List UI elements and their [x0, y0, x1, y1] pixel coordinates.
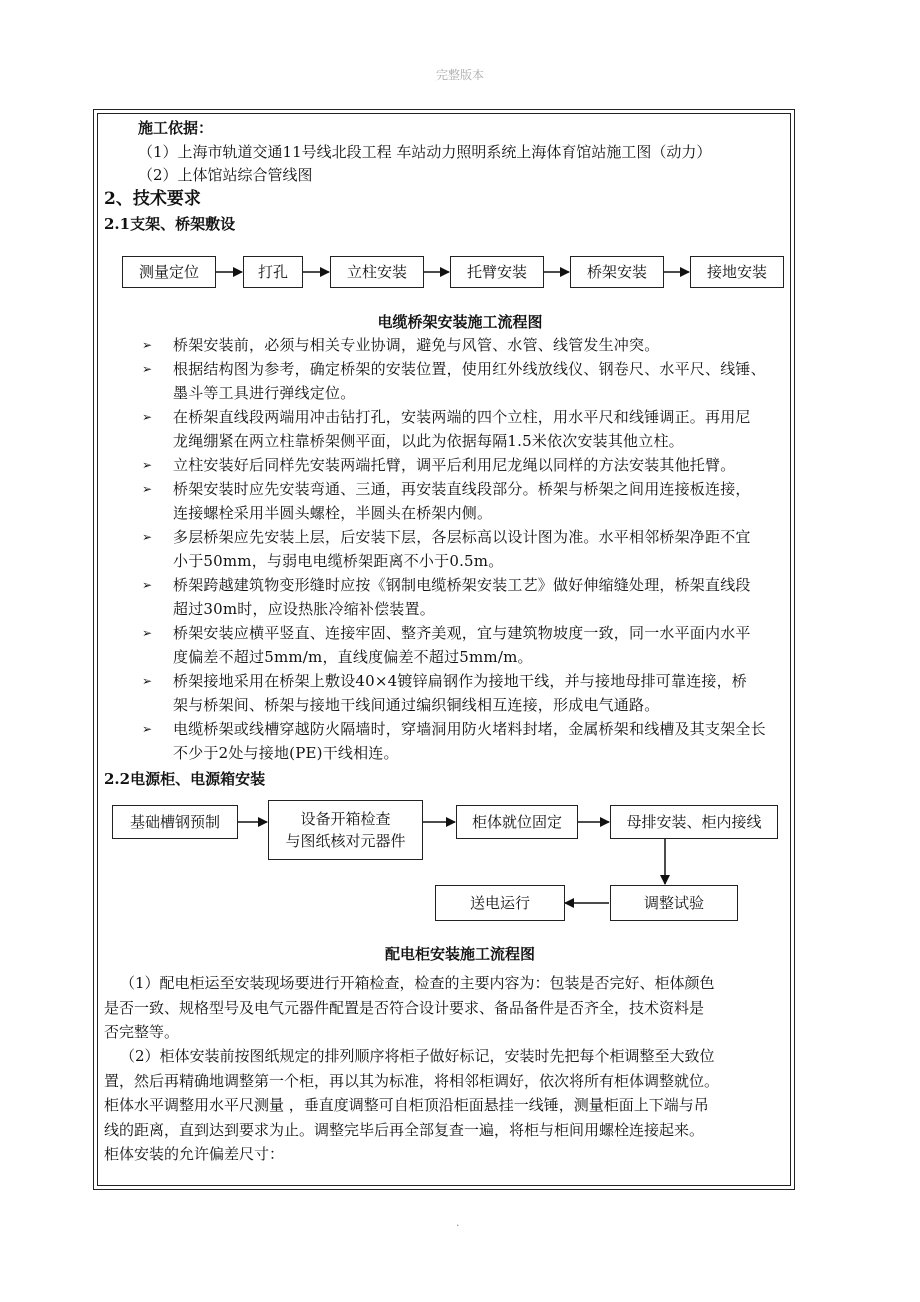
flow2-box-inspection [268, 800, 423, 860]
flow2-box-power-on: 送电运行 [435, 885, 565, 921]
flow1-box-3: 立柱安装 [330, 256, 424, 288]
flow1-caption: 电缆桥架安装施工流程图 [377, 313, 543, 331]
flow2-box-positioning: 柜体就位固定 [456, 805, 578, 839]
bullet-marker-icon: ➢ [142, 530, 153, 544]
bullet-item-line: 不少于2处与接地(PE)干线相连。 [173, 744, 399, 762]
bullet-marker-icon: ➢ [142, 626, 153, 640]
flow2-box-inspection-line1: 设备开箱检查 [300, 810, 391, 828]
bullet-item-line: 小于50mm，与弱电电缆桥架距离不小于0.5m。 [173, 552, 504, 570]
page-header: 完整版本 [435, 68, 484, 82]
paragraph-line: 置，然后再精确地调整第一个柜，再以其为标准，将相邻柜调好，依次将所有柜体调整就位。 [104, 1071, 720, 1090]
bullet-marker-icon: ➢ [142, 674, 153, 688]
bullet-item-line: 架与桥架间、桥架与接地干线间通过编织铜线相互连接，形成电气通路。 [173, 696, 660, 714]
bullet-item-line: 电缆桥架或线槽穿越防火隔墙时，穿墙洞用防火堵料封堵，金属桥架和线槽及其支架全长 [173, 720, 766, 738]
bullet-item-line: 根据结构图为参考，确定桥架的安装位置，使用红外线放线仪、钢卷尺、水平尺、线锤、 [173, 360, 766, 378]
bullet-marker-icon: ➢ [142, 410, 153, 424]
paragraph-line: 柜体水平调整用水平尺测量 ，垂直度调整可自柜顶沿柜面悬挂一线锤，测量柜面上下端与吊 [104, 1096, 709, 1114]
bullet-item-line: 龙绳绷紧在两立柱靠桥架侧平面，以此为依据每隔1.5米依次安装其他立柱。 [173, 432, 684, 450]
section-2-1-title: 2.1支架、桥架敷设 [104, 215, 236, 233]
bullet-item-line: 桥架安装前，必须与相关专业协调，避免与风管、水管、线管发生冲突。 [173, 336, 660, 354]
flow1-box-6: 接地安装 [690, 256, 784, 288]
flow1-box-5: 桥架安装 [570, 256, 664, 288]
section-2-title: 2、技术要求 [104, 189, 201, 209]
bullet-item-line: 桥架安装应横平竖直、连接牢固、整齐美观，宜与建筑物坡度一致，同一水平面内水平 [173, 624, 751, 642]
flow1-box-1: 测量定位 [122, 256, 216, 288]
bullet-marker-icon: ➢ [142, 338, 153, 352]
bullet-marker-icon: ➢ [142, 722, 153, 736]
bullet-item-line: 立柱安装好后同样先安装两端托臂，调平后利用尼龙绳以同样的方法安装其他托臂。 [173, 456, 736, 474]
bullet-marker-icon: ➢ [142, 482, 153, 496]
flow2-box-foundation: 基础槽钢预制 [112, 805, 238, 839]
bullet-item-line: 多层桥架应先安装上层，后安装下层，各层标高以设计图为准。水平相邻桥架净距不宜 [173, 528, 751, 546]
bullet-item-line: 在桥架直线段两端用冲击钻打孔，安装两端的四个立柱，用水平尺和线锤调正。再用尼 [173, 408, 751, 426]
bullet-item-line: 桥架跨越建筑物变形缝时应按《钢制电缆桥架安装工艺》做好伸缩缝处理，桥架直线段 [173, 576, 751, 594]
section-2-2-title: 2.2电源柜、电源箱安装 [104, 770, 266, 788]
paragraph-line: 线的距离，直到达到要求为止。调整完毕后再全部复查一遍，将柜与柜间用螺栓连接起来。 [104, 1120, 705, 1139]
bullet-item-line: 桥架安装时应先安装弯通、三通，再安装直线段部分。桥架与桥架之间用连接板连接， [173, 480, 751, 498]
page-footer: . [456, 1216, 460, 1229]
flow2-box-adjust-test: 调整试验 [610, 885, 738, 921]
bullet-item-line: 桥架接地采用在桥架上敷设40×4镀锌扁钢作为接地干线，并与接地母排可靠连接，桥 [173, 672, 748, 690]
bullet-marker-icon: ➢ [142, 362, 153, 376]
basis-item-1: （1）上海市轨道交通11号线北段工程 车站动力照明系统上海体育馆站施工图（动力） [138, 143, 712, 161]
bullet-item-line: 度偏差不超过5mm/m，直线度偏差不超过5mm/m。 [173, 648, 533, 666]
basis-title: 施工依据： [138, 119, 214, 137]
bullet-marker-icon: ➢ [142, 458, 153, 472]
basis-item-2: （2）上体馆站综合管线图 [138, 166, 313, 184]
paragraph-line: 柜体安装的允许偏差尺寸： [104, 1145, 285, 1163]
flow2-box-busbar: 母排安装、柜内接线 [610, 805, 778, 839]
flow1-box-4: 托臂安装 [450, 256, 544, 288]
flow2-box-inspection-line2: 与图纸核对元器件 [285, 832, 406, 850]
paragraph-line: （2）柜体安装前按图纸规定的排列顺序将柜子做好标记，安装时先把每个柜调整至大致位 [120, 1047, 715, 1065]
paragraph-line: 是否一致、规格型号及电气元器件配置是否符合设计要求、备品备件是否齐全，技术资料是 [104, 998, 705, 1017]
paragraph-line: （1）配电柜运至安装现场要进行开箱检查，检查的主要内容为：包装是否完好、柜体颜色 [120, 974, 715, 992]
bullet-marker-icon: ➢ [142, 578, 153, 592]
bullet-item-line: 连接螺栓采用半圆头螺栓，半圆头在桥架内侧。 [173, 504, 493, 522]
paragraph-line: 否完整等。 [104, 1023, 180, 1041]
flow2-caption: 配电柜安装施工流程图 [384, 945, 535, 963]
bullet-item-line: 墨斗等工具进行弹线定位。 [173, 384, 356, 402]
flow1-box-2: 打孔 [243, 256, 303, 288]
bullet-item-line: 超过30m时，应设热胀冷缩补偿装置。 [173, 600, 435, 618]
